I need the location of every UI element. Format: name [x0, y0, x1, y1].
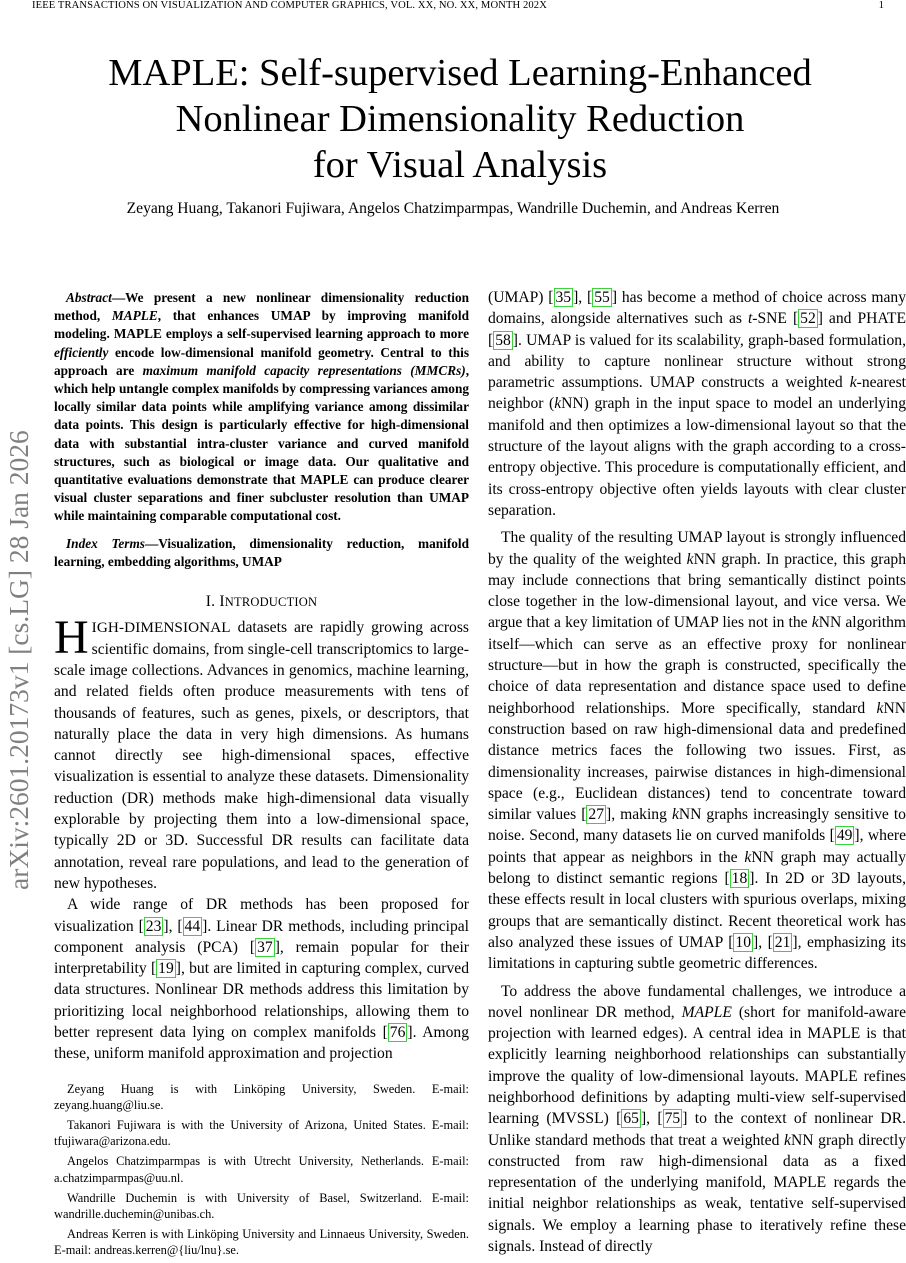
- section-heading-introduction: [54, 591, 469, 613]
- method-name: MAPLE: [681, 1003, 732, 1021]
- paragraph-text: has become a method of choice across many domains, alongside alternatives such as: [488, 289, 906, 328]
- right-column: [488, 287, 906, 1257]
- math-symbol: k: [784, 1131, 791, 1149]
- paragraph-text: . Among these, uniform manifold approximation and projection: [54, 1023, 470, 1063]
- citation-link[interactable]: [ 21 ]: [767, 933, 798, 951]
- citation-number[interactable]: 58: [495, 331, 511, 349]
- abstract-emphasis: maximum manifold capacity representations (MMCRs): [142, 362, 466, 378]
- citation-link[interactable]: [ 19 ]: [150, 960, 181, 978]
- citation-number[interactable]: 23: [145, 917, 162, 935]
- drop-cap: H: [54, 611, 89, 665]
- math-symbol: t: [747, 310, 753, 328]
- paragraph-text: -nearest neighbor (: [488, 374, 906, 413]
- abstract-label: Abstract: [66, 290, 112, 305]
- citation-number[interactable]: 75: [664, 1110, 681, 1128]
- citation-link[interactable]: [ 49 ]: [829, 827, 860, 845]
- intro-paragraph-4: [488, 527, 906, 974]
- author-footnotes: [54, 1081, 469, 1259]
- paragraph-text: NN graph. In practice, this graph may include connections that bring semantically distinct points close together in the low-dimensional layout, and vice versa. We argue that a key limitation of UMAP lies not in the: [488, 550, 906, 632]
- math-symbol: k: [686, 550, 694, 568]
- citation-number[interactable]: 55: [594, 289, 610, 306]
- citation-number[interactable]: 65: [623, 1110, 639, 1128]
- citation-link[interactable]: [ 27 ]: [581, 806, 612, 824]
- paragraph-text: NN graphs increasingly sensitive to noise. Second, many datasets lie on curved manifolds: [488, 806, 906, 845]
- footnote: Takanori Fujiwara is with the University of Arizona, United States. E-mail: tfujiwara@arizona.edu.: [54, 1117, 469, 1149]
- paragraph-text: , where points that appear as neighbors in the: [488, 827, 906, 866]
- title-line-2: Nonlinear Dimensionality Reduction: [175, 98, 745, 140]
- paragraph-text: . UMAP is valued for its scalability, graph-based formulation, and ability to capture nonlinear structure without strong parametric assumptions. UMAP constructs a weighted: [488, 331, 906, 392]
- citation-link[interactable]: [ 10 ]: [728, 933, 759, 951]
- intro-paragraph-5: [488, 981, 906, 1258]
- citation-link[interactable]: [ 76 ]: [382, 1023, 413, 1041]
- citation-number[interactable]: 18: [731, 870, 748, 888]
- author-list: Zeyang Huang, Takanori Fujiwara, Angelos Chatzimparmpas, Wandrille Duchemin, and Andreas Kerren: [126, 200, 780, 217]
- citation-number[interactable]: 27: [588, 806, 604, 824]
- left-column: [54, 287, 469, 1263]
- citation-number[interactable]: 19: [158, 960, 174, 978]
- citation-number[interactable]: 10: [735, 933, 751, 951]
- citation-link[interactable]: [ 58 ]: [488, 331, 518, 349]
- paragraph-text: -SNE: [752, 310, 793, 328]
- math-symbol: k: [554, 395, 562, 413]
- abstract-text: —We present a new nonlinear dimensionality reduction method,: [54, 290, 469, 324]
- paragraph-text: A wide range of DR methods has been proposed for visualization: [54, 896, 469, 935]
- intro-paragraph-2: [54, 894, 469, 1064]
- paragraph-text: The quality of the resulting UMAP layout is strongly influenced by the quality of the weighted: [488, 529, 906, 568]
- citation-number[interactable]: 35: [555, 289, 572, 306]
- citation-link[interactable]: [ 35 ]: [548, 289, 579, 306]
- abstract-emphasis: MAPLE: [111, 308, 158, 324]
- citation-link[interactable]: [ 18 ]: [724, 870, 755, 888]
- paragraph-text: datasets are rapidly growing across scientific domains, from single-cell transcriptomics to large-scale image collections. Advances in genomics, machine learning, and related fields often produce measurements with tens of thousands of features, such as genes, pixels, or descriptors, that naturally place the data in very high dimensions. As humans cannot directly see high-dimensional spaces, effective visualization is essential to analyze these datasets. Dimensionality reduction (DR) methods make high-dimensional data visually explorable by projecting them into a low-dimensional space, typically 2D or 3D. Successful DR results can facilitate data annotation, reveal rare populations, and lead to the generation of new hypotheses.: [54, 619, 469, 892]
- citation-number[interactable]: 76: [389, 1023, 406, 1041]
- intro-paragraph-3: [488, 287, 906, 521]
- page-number: 1: [878, 0, 884, 11]
- footnote: Wandrille Duchemin is with University of Basel, Switzerland. E-mail: wandrille.duchemin@unibas.ch.: [54, 1190, 469, 1221]
- paragraph-text: . In 2D or 3D layouts, these effects result in local clusters with spurious overlaps, mixing groups that are semantically distinct. Recent theoretical work has also analyzed these issues of UMAP: [488, 870, 906, 951]
- paragraph-text: , remain popular for their interpretability: [54, 938, 469, 978]
- paragraph-text: NN) graph in the input space to model an underlying manifold and then optimizes a low-dimensional layout so that the structure of the layout aligns with the graph according to a cross-entropy objective. This procedure is computationally efficient, and its cross-entropy objective often yields layouts with clear cluster separation.: [488, 395, 906, 519]
- footnote: Zeyang Huang is with Linköping University, Sweden. E-mail: zeyang.huang@liu.se.: [54, 1081, 469, 1112]
- citation-number[interactable]: 44: [184, 917, 201, 935]
- abstract-text: , that enhances UMAP by improving manifold modeling. MAPLE employs a self-supervised learning approach to more: [54, 308, 469, 342]
- citation-link[interactable]: [ 44 ]: [177, 917, 208, 935]
- paragraph-text: ,: [168, 917, 178, 935]
- index-terms-label: Index Terms: [66, 535, 145, 551]
- math-symbol: k: [876, 699, 884, 717]
- paragraph-text: ,: [578, 289, 588, 306]
- running-head: [32, 0, 884, 14]
- paragraph-text: and PHATE: [822, 310, 906, 328]
- paragraph-text: to the context of nonlinear DR. Unlike standard methods that treat a weighted: [488, 1110, 906, 1149]
- abstract-emphasis: efficiently: [54, 344, 109, 360]
- paper-title: [60, 50, 860, 188]
- arxiv-stamp-text: arXiv:2601.20173v1 [cs.LG] 28 Jan 2026: [3, 430, 34, 890]
- paragraph-text: ,: [646, 1110, 658, 1128]
- paragraph-text: ,: [758, 933, 768, 951]
- paragraph-text: (short for manifold-aware projection with learned edges). A central idea in MAPLE is that explicitly learning neighborhood relationships can substantially improve the quality of low-dimensional layouts. MAPLE refines neighborhood definitions by adapting multi-view self-supervised learning (MVSSL): [488, 1003, 906, 1128]
- paragraph-text: . Linear DR methods, including principal component analysis (PCA): [54, 917, 470, 956]
- paragraph-text: , but are limited in capturing complex, curved data structures. Nonlinear DR methods address this limitation by prioritizing local neighborhood relationships, allowing them to better represent data lying on complex manifolds: [54, 960, 469, 1041]
- citation-link[interactable]: [ 55 ]: [587, 289, 618, 306]
- paragraph-text: NN construction based on raw high-dimensional data and predefined distance metrics faces the following two issues. First, as dimensionality increases, pairwise distances in high-dimensional space (e.g., Euclidean distances) tend to concentrate toward similar values: [488, 699, 906, 824]
- section-numeral: I. I: [205, 593, 225, 611]
- lead-caps: IGH-DIMENSIONAL: [91, 619, 231, 637]
- abstract-text: encode low-dimensional manifold geometry. Central to this approach are: [54, 344, 469, 378]
- arxiv-stamp[interactable]: [2, 330, 36, 890]
- title-line-1: MAPLE: Self-supervised Learning-Enhanced: [108, 52, 812, 94]
- citation-number[interactable]: 49: [836, 827, 853, 845]
- math-symbol: k: [811, 614, 819, 632]
- paragraph-text: , emphasizing its limitations in capturing subtle geometric differences.: [488, 933, 906, 973]
- paragraph-text: NN graph may actually belong to distinct semantic regions: [488, 848, 906, 888]
- paragraph-text: To address the above fundamental challenges, we introduce a novel nonlinear DR method,: [488, 982, 906, 1021]
- math-symbol: k: [671, 806, 679, 824]
- citation-link[interactable]: [ 23 ]: [138, 917, 169, 935]
- paragraph-text: (UMAP): [488, 289, 549, 306]
- index-terms-text: —Visualization, dimensionality reduction, manifold learning, embedding algorithms, UMAP: [54, 535, 470, 569]
- math-symbol: k: [744, 848, 752, 866]
- paragraph-text: , making: [611, 806, 672, 824]
- title-line-3: for Visual Analysis: [312, 144, 608, 186]
- citation-link[interactable]: [ 52 ]: [792, 310, 823, 328]
- intro-paragraph-1: [54, 611, 469, 894]
- citation-number[interactable]: 21: [774, 933, 791, 951]
- journal-name: IEEE TRANSACTIONS ON VISUALIZATION AND COMPUTER GRAPHICS, VOL. XX, NO. XX, MONTH 202X: [32, 0, 547, 11]
- paragraph-text: NN graph directly constructed from raw high-dimensional data as a fixed representation of the underlying manifold, MAPLE regards the initial neighbor relationships as weak, tentative self-supervised signals. We employ a learning phase to iteratively refine these signals. Instead of directly: [488, 1131, 906, 1256]
- citation-link[interactable]: [ 37 ]: [249, 938, 280, 956]
- citation-link[interactable]: [ 65 ]: [616, 1110, 647, 1128]
- abstract-text: , which help untangle complex manifolds by compressing variances among locally similar data points while amplifying variance among dissimilar data points. This design is particularly effective for high-dimensional data with substantial intra-cluster variance and curved manifold structures, such as biological or image data. Our qualitative and quantitative evaluations demonstrate that MAPLE can produce clearer visual cluster separations and finer subcluster resolution than UMAP while maintaining comparable computational cost.: [54, 362, 470, 524]
- index-terms: [54, 535, 469, 571]
- section-title: NTRODUCTION: [224, 595, 318, 610]
- abstract: [54, 289, 469, 526]
- footnote: Andreas Kerren is with Linköping University and Linnaeus University, Sweden. E-mail: andreas.kerren@{liu/lnu}.se.: [54, 1227, 469, 1258]
- citation-number[interactable]: 52: [800, 310, 816, 328]
- citation-link[interactable]: [ 75 ]: [657, 1110, 688, 1128]
- citation-number[interactable]: 37: [257, 938, 273, 956]
- footnote: Angelos Chatzimparmpas is with Utrecht University, Netherlands. E-mail: a.chatzimparmpas@uu.nl.: [54, 1154, 469, 1185]
- math-symbol: k: [849, 374, 857, 392]
- paragraph-text: NN algorithm itself—which can serve as an effective proxy for nonlinear structure—but in how the graph is constructed, specifically the choice of data representation and distance space used to define neighborhood relationships. More specifically, standard: [488, 614, 906, 717]
